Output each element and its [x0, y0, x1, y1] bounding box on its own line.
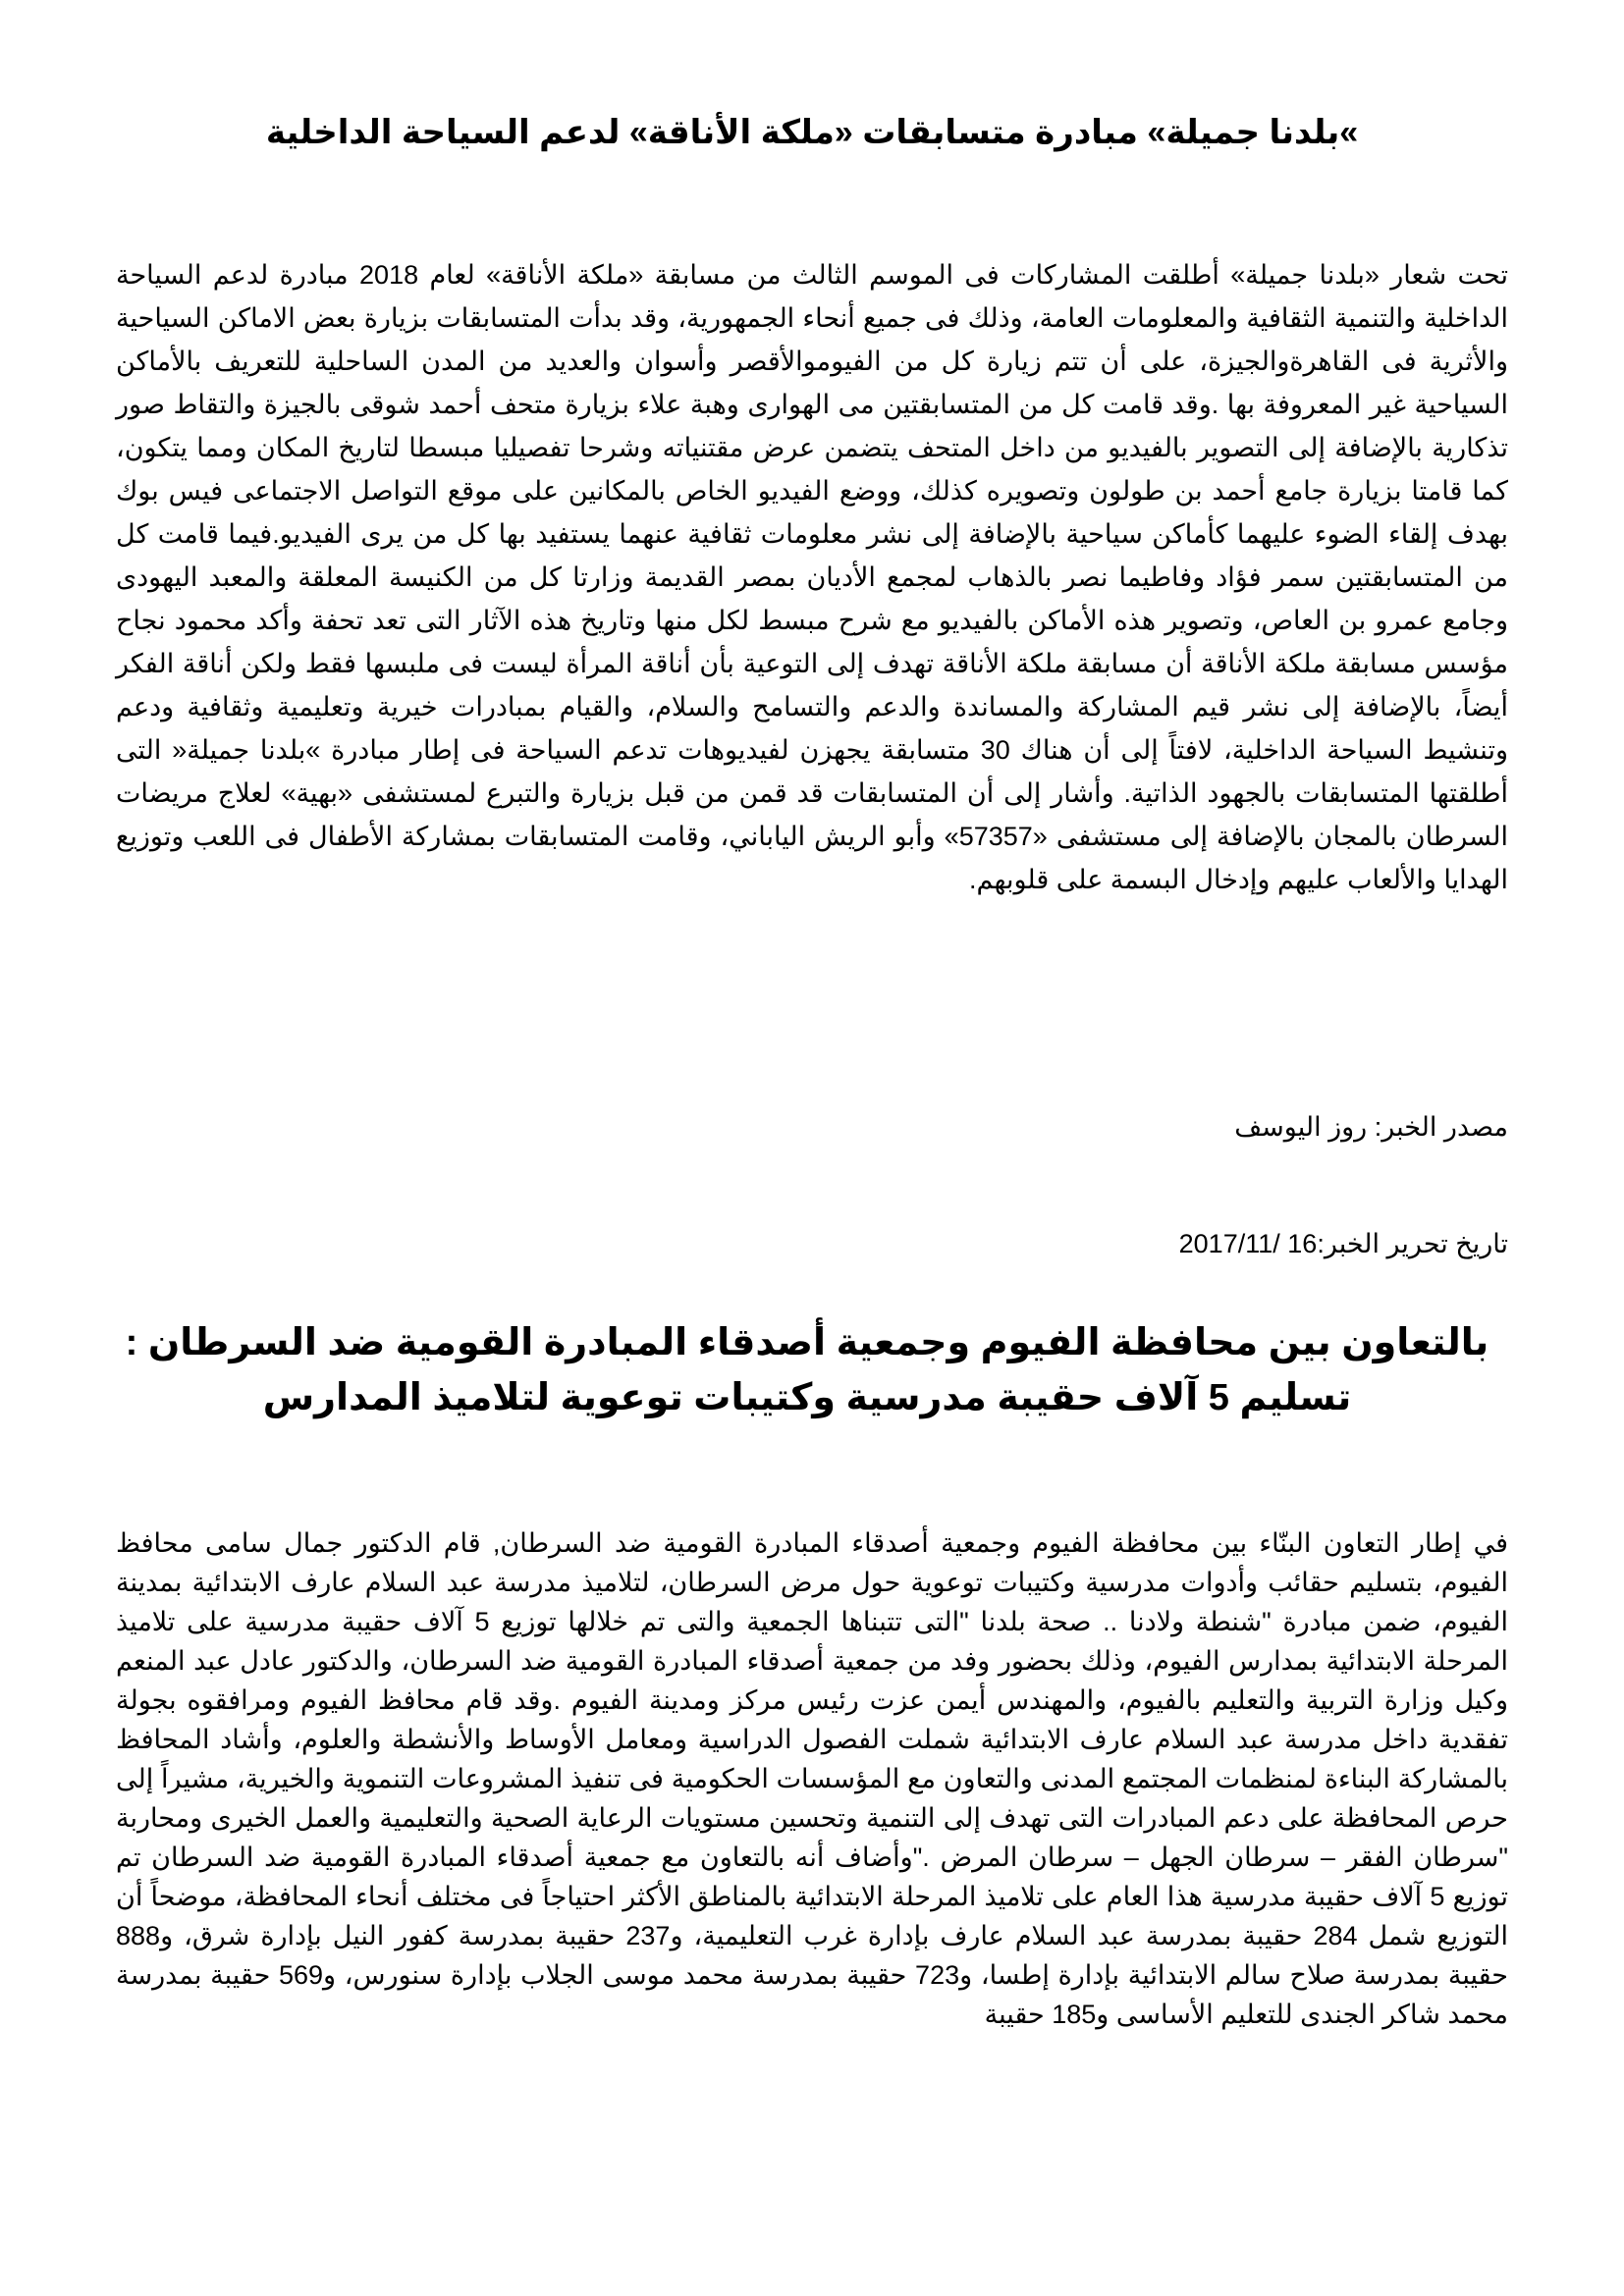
article-body: تحت شعار «بلدنا جميلة» أطلقت المشاركات فى الموسم الثالث من مسابقة «ملكة الأناقة» لعام 2018 مبادرة لدعم السياحة الداخلية والتنمية الثقافية والمعلومات العامة، وذلك فى جميع أنحاء الجمهورية، وقد بدأت المتسابقات بزيارة بعض الاماكن السياحية والأثرية فى القاهرةوالجيزة، على أن تتم زيارة كل من الفيوموالأقصر وأسوان والعديد من المدن الساحلية للتعريف بالأماكن السياحية غير المعروفة بها .وقد قامت كل من المتسابقتين مى الهوارى وهبة علاء بزيارة متحف أحمد شوقى بالجيزة والتقاط صور تذكارية بالإضافة إلى التصوير بالفيديو من داخل المتحف يتضمن عرض مقتنياته وشرحا تفصيليا مبسطا لتاريخ المكان ومما يتكون، كما قامتا بزيارة جامع أحمد بن طولون وتصويره كذلك، ووضع الفيديو الخاص بالمكانين على موقع التواصل الاجتماعى فيس بوك بهدف إلقاء الضوء عليهما كأماكن سياحية بالإضافة إلى نشر معلومات ثقافية عنهما يستفيد بها كل من يرى الفيديو.فيما قامت كل من المتسابقتين سمر فؤاد وفاطيما نصر بالذهاب لمجمع الأديان بمصر القديمة وزارتا كل من الكنيسة المعلقة والمعبد اليهودى وجامع عمرو بن العاص، وتصوير هذه الأماكن بالفيديو مع شرح مبسط لكل منها وتاريخ هذه الآثار التى تعد تحفة وأكد محمود نجاح مؤسس مسابقة ملكة الأناقة أن مسابقة ملكة الأناقة تهدف إلى التوعية بأن أناقة المرأة ليست فى ملبسها فقط ولكن أناقة الفكر أيضاً، بالإضافة إلى نشر قيم المشاركة والمساندة والدعم والتسامح والسلام، والقيام بمبادرات خيرية وتعليمية وثقافية ودعم وتنشيط السياحة الداخلية، لافتاً إلى أن هناك 30 متسابقة يجهزن لفيديوهات تدعم السياحة فى إطار مبادرة »بلدنا جميلة« التى أطلقتها المتسابقات بالجهود الذاتية. وأشار إلى أن المتسابقات قد قمن من قبل بزيارة والتبرع لمستشفى «بهية» لعلاج مريضات السرطان بالمجان بالإضافة إلى مستشفى «57357» وأبو الريش الياباني، وقامت المتسابقات بمشاركة الأطفال فى اللعب وتوزيع الهدايا والألعاب عليهم وإدخال البسمة على قلوبهم. [116, 260, 1508, 894]
second-article-title [118, 1315, 1496, 1425]
second-article-body: في إطار التعاون البنّاء بين محافظة الفيوم وجمعية أصدقاء المبادرة القومية ضد السرطان, قام الدكتور جمال سامى محافظ الفيوم، بتسليم حقائب وأدوات مدرسية وكتيبات توعوية حول مرض السرطان، لتلاميذ مدرسة عبد السلام عارف الابتدائية بمدينة الفيوم، ضمن مبادرة "شنطة ولادنا .. صحة بلدنا "التى تتبناها الجمعية والتى تم خلالها توزيع 5 آلاف حقيبة مدرسية على تلاميذ المرحلة الابتدائية بمدارس الفيوم، وذلك بحضور وفد من جمعية أصدقاء المبادرة القومية ضد السرطان، والدكتور عادل عبد المنعم وكيل وزارة التربية والتعليم بالفيوم، والمهندس أيمن عزت رئيس مركز ومدينة الفيوم .وقد قام محافظ الفيوم ومرافقوه بجولة تفقدية داخل مدرسة عبد السلام عارف الابتدائية شملت الفصول الدراسية ومعامل الأوساط والأنشطة والعلوم، وأشاد المحافظ بالمشاركة البناءة لمنظمات المجتمع المدنى والتعاون مع المؤسسات الحكومية فى تنفيذ المشروعات التنموية والخيرية، مشيراً إلى حرص المحافظة على دعم المبادرات التى تهدف إلى التنمية وتحسين مستويات الرعاية الصحية والتعليمية والعمل الخيرى ومحاربة "سرطان الفقر – سرطان الجهل – سرطان المرض ."وأضاف أنه بالتعاون مع جمعية أصدقاء المبادرة القومية ضد السرطان تم توزيع 5 آلاف حقيبة مدرسية هذا العام على تلاميذ المرحلة الابتدائية بالمناطق الأكثر احتياجاً فى مختلف أنحاء المحافظة، موضحاً أن التوزيع شمل 284 حقيبة بمدرسة عبد السلام عارف بإدارة غرب التعليمية، و237 حقيبة بمدرسة كفور النيل بإدارة شرق، و888 حقيبة بمدرسة صلاح سالم الابتدائية بإدارة إطسا، و723 حقيبة بمدرسة محمد موسى الجلاب بإدارة سنورس، و569 حقيبة بمدرسة محمد شاكر الجندى للتعليم الأساسى و185 حقيبة [116, 1528, 1509, 2029]
news-date: تاريخ تحرير الخبر:16 /2017/11 [1178, 1229, 1508, 1258]
news-source: مصدر الخبر: روز اليوسف [1234, 1112, 1508, 1142]
second-article-title-line-1: بالتعاون بين محافظة الفيوم وجمعية أصدقاء المبادرة القومية ضد السرطان : [125, 1322, 1489, 1363]
article-title: »بلدنا جميلة» مبادرة متسابقات «ملكة الأناقة» لدعم السياحة الداخلية [265, 114, 1359, 151]
second-article-title-line-2: تسليم 5 آلاف حقيبة مدرسية وكتيبات توعوية لتلاميذ المدارس [262, 1377, 1352, 1418]
